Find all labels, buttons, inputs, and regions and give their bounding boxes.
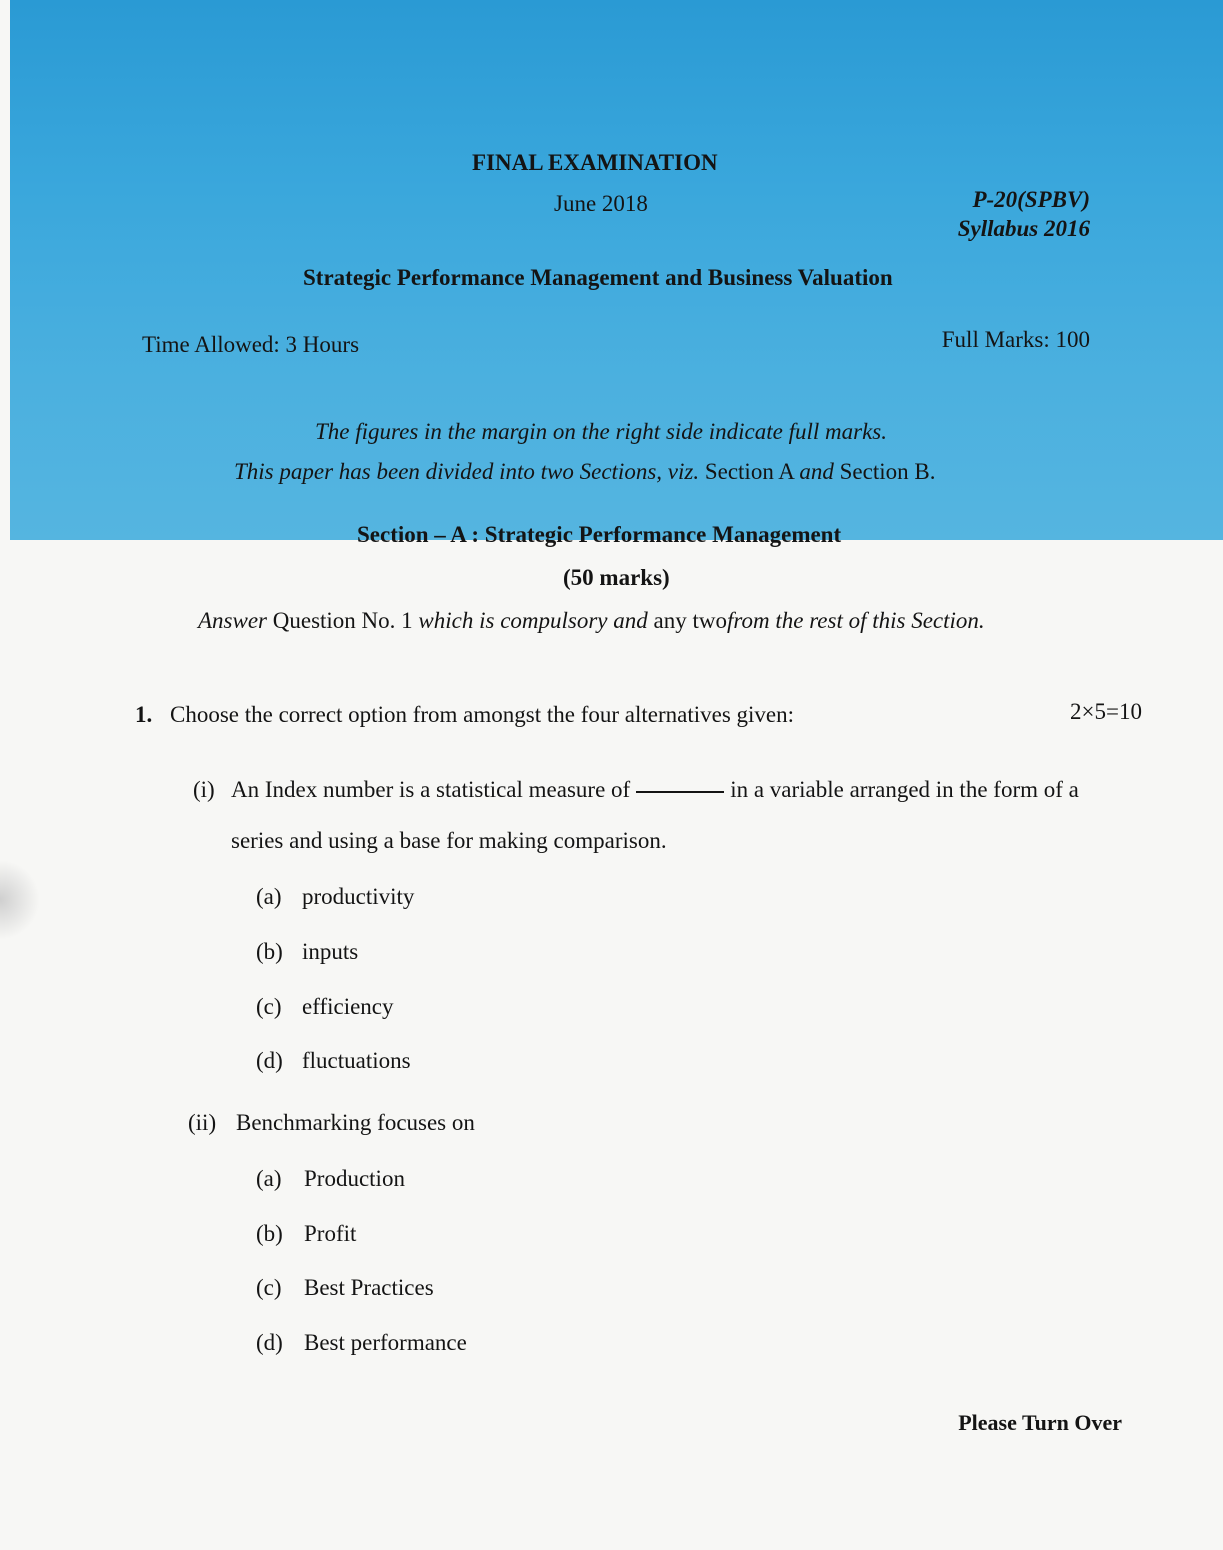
option-label: (b) [256,1221,283,1246]
instruction-line-2-d: Section B. [839,459,936,484]
full-marks: Full Marks: 100 [941,327,1090,352]
option-text: Production [304,1166,405,1191]
option-i-a [256,885,414,908]
option-ii-b [256,1222,356,1245]
question-1-text: Choose the correct option from amongst the four alternatives given: [170,702,795,727]
subject-title: Strategic Performance Management and Business Valuation [303,265,893,290]
instruction-line-2-a: This paper has been divided into two Sections, viz. [234,459,700,484]
option-label: (d) [256,1048,283,1073]
exam-date: June 2018 [554,191,648,216]
option-text: inputs [302,939,359,964]
answer-instruction-a: Answer [198,608,267,633]
option-text: Best performance [304,1330,467,1355]
please-turn-over: Please Turn Over [958,1410,1122,1435]
instruction-line-2 [234,460,935,483]
option-ii-a [256,1167,405,1190]
instruction-line-2-c: and [799,459,834,484]
answer-instruction-c: which is compulsory and [418,608,648,633]
instruction-line-2-b: Section A [704,459,794,484]
answer-instruction-d: any two [653,608,727,633]
option-text: fluctuations [302,1048,411,1073]
option-label: (c) [256,1275,282,1300]
option-i-b [256,940,358,963]
time-allowed: Time Allowed: 3 Hours [142,332,360,357]
option-ii-d [256,1331,467,1354]
option-label: (c) [256,994,282,1019]
subquestion-ii-text: Benchmarking focuses on [236,1110,475,1135]
option-text: Profit [304,1221,357,1246]
instruction-line-1: The figures in the margin on the right side indicate full marks. [315,419,887,444]
option-label: (a) [256,1166,282,1191]
option-i-c [256,995,394,1018]
subquestion-i [193,778,1079,801]
syllabus-year: Syllabus 2016 [957,216,1090,241]
subquestion-i-text-before: An Index number is a statistical measure of [231,777,631,802]
option-label: (a) [256,884,282,909]
section-a-title: Section – A : Strategic Performance Management [357,522,842,547]
option-ii-c [256,1276,434,1299]
option-text: Best Practices [304,1275,434,1300]
subquestion-ii [188,1111,475,1134]
fill-in-blank [636,791,724,793]
option-i-d [256,1049,411,1072]
paper-edge-mark [0,860,40,940]
subquestion-i-text-line2: series and using a base for making comparison. [231,828,667,853]
answer-instruction-e: from the rest of this Section. [727,608,985,633]
question-1-marks: 2×5=10 [1070,699,1142,724]
section-a-answer-instruction [198,609,985,632]
question-1-number: 1. [135,702,153,727]
answer-instruction-b: Question No. 1 [272,608,413,633]
option-label: (d) [256,1330,283,1355]
subquestion-i-label: (i) [193,777,215,802]
paper-code: P-20(SPBV) [972,187,1090,212]
section-a-marks: (50 marks) [563,565,670,590]
subquestion-ii-label: (ii) [188,1110,217,1135]
subquestion-i-text-after: in a variable arranged in the form of a [730,777,1079,802]
option-text: productivity [302,884,415,909]
option-text: efficiency [302,994,394,1019]
exam-title: FINAL EXAMINATION [472,150,718,175]
option-label: (b) [256,939,283,964]
